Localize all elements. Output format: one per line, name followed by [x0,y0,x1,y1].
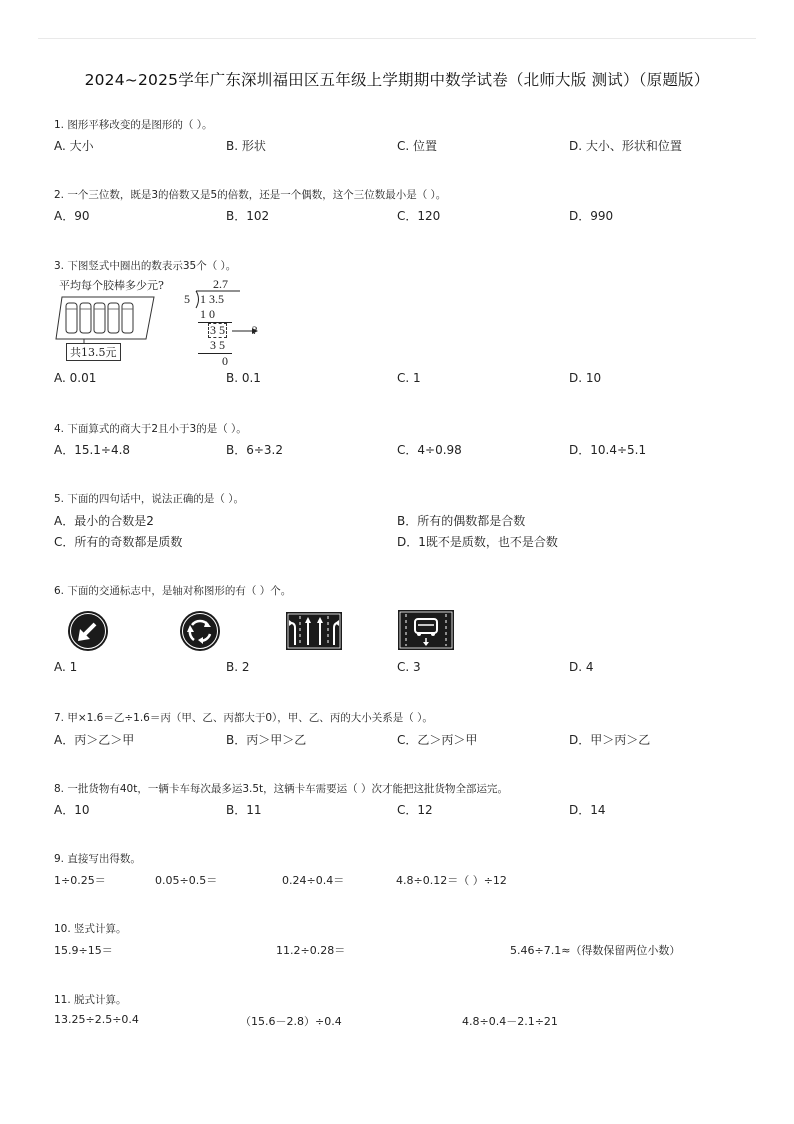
calc-item: 5.46÷7.1≈（得数保留两位小数） [510,944,681,957]
option-c: C. 位置 [397,139,438,153]
option-c: C. 1 [397,371,421,385]
option-d: D. 10 [569,371,602,385]
roundabout-sign-icon [179,610,221,652]
option-c: C．4÷0.98 [397,443,462,457]
calc-item: 0.24÷0.4＝ [282,874,345,887]
option-a: A．丙＞乙＞甲 [54,733,135,747]
option-a: A. 1 [54,660,78,674]
vehicle-lane-sign-icon [398,610,454,650]
option-c: C．所有的奇数都是质数 [54,535,183,549]
option-a: A．最小的合数是2 [54,514,154,528]
divisor: 5 [184,292,190,306]
question-2: 2. 一个三位数，既是3的倍数又是5的倍数，还是一个偶数，这个三位数最小是（ ）。 [54,189,447,201]
calc-item: 1÷0.25＝ [54,874,106,887]
question-11: 11. 脱式计算。 [54,994,127,1006]
option-a: A．15.1÷4.8 [54,443,131,457]
question-1: 1. 图形平移改变的是图形的（ ）。 [54,119,213,131]
long-division [182,277,262,369]
option-c: C．12 [397,803,433,817]
option-b: B．所有的偶数都是合数 [397,514,526,528]
question-7: 7. 甲×1.6＝乙÷1.6＝丙（甲、乙、丙都大于0），甲、乙、丙的大小关系是（ ）。 [54,712,433,724]
remainder: 0 [222,354,228,368]
option-a: A．90 [54,209,90,223]
circled-step: 3 5 [210,323,225,337]
option-b: B．6÷3.2 [226,443,284,457]
option-d: D．990 [569,209,614,223]
option-b: B．102 [226,209,270,223]
glue-stick-figure [54,275,164,365]
option-b: B. 0.1 [226,371,261,385]
calc-item: 13.25÷2.5÷0.4 [54,1013,139,1026]
question-10: 10. 竖式计算。 [54,923,127,935]
calc-item: 4.8÷0.12＝（ ）÷12 [396,874,507,887]
total-price-label: 共13.5元 [66,343,121,361]
option-b: B. 形状 [226,139,266,153]
figure-question: 平均每个胶棒多少元? [59,279,164,292]
question-4: 4. 下面算式的商大于2且小于3的是（ ）。 [54,423,247,435]
calc-item: 11.2÷0.28＝ [276,944,346,957]
option-d: D. 大小、形状和位置 [569,139,682,153]
question-9: 9. 直接写出得数。 [54,853,141,865]
question-3: 3. 下图竖式中圈出的数表示35个（ ）。 [54,260,237,272]
option-a: A. 0.01 [54,371,97,385]
question-6: 6. 下面的交通标志中，是轴对称图形的有（ ）个。 [54,585,292,597]
step-1: 1 0 [200,307,215,321]
keep-left-sign-icon [67,610,109,652]
header-divider [38,38,756,39]
option-d: D．10.4÷5.1 [569,443,647,457]
calc-item: 4.8÷0.4－2.1÷21 [462,1015,558,1028]
page-title: 2024~2025学年广东深圳福田区五年级上学期期中数学试卷（北师大版 测试）（原题版） [84,71,710,89]
option-b: B．丙＞甲＞乙 [226,733,307,747]
option-c: C. 3 [397,660,421,674]
dividend: 1 3.5 [200,292,224,306]
lane-direction-sign-icon [286,612,342,650]
option-c: C．120 [397,209,441,223]
option-d: D．14 [569,803,606,817]
calc-item: （15.6－2.8）÷0.4 [240,1015,342,1028]
question-8: 8. 一批货物有40t，一辆卡车每次最多运3.5t，这辆卡车需要运（ ）次才能把这批货物全部运完。 [54,783,508,795]
option-d: D. 4 [569,660,594,674]
step-3: 3 5 [210,338,225,352]
question-5: 5. 下面的四句话中，说法正确的是（ ）。 [54,493,244,505]
arrow-label: ? [252,323,258,337]
option-b: B．11 [226,803,262,817]
option-c: C．乙＞丙＞甲 [397,733,478,747]
option-a: A．10 [54,803,90,817]
calc-item: 0.05÷0.5＝ [155,874,218,887]
glue-sticks-icon [54,293,158,343]
option-d: D．1既不是质数，也不是合数 [397,535,558,549]
quotient: 2.7 [213,277,228,291]
option-d: D．甲＞丙＞乙 [569,733,651,747]
option-b: B. 2 [226,660,250,674]
calc-item: 15.9÷15＝ [54,944,113,957]
option-a: A. 大小 [54,139,94,153]
